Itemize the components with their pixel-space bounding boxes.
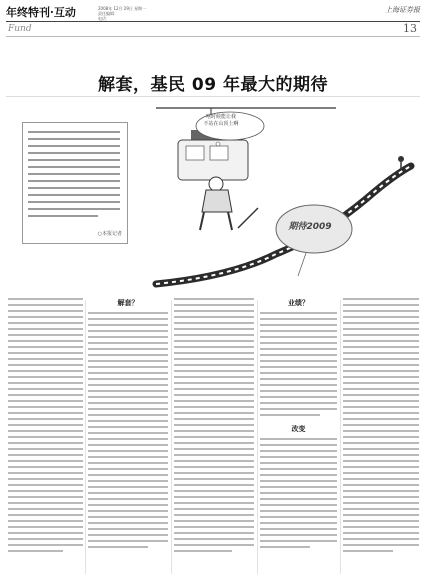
column-5 [343,298,419,556]
speech-line: 啥时候能让我 [205,114,236,120]
page-number: 13 [403,22,417,35]
subhead-3: 改变 [291,425,306,433]
column-1 [8,298,83,556]
intro-box [22,122,128,244]
speech-line: 不站在山顶上啊 [203,121,239,127]
intro-byline: ○本报记者 [97,231,122,237]
balloon-label: 期待2009 [288,222,332,232]
meta-line: 电话： [98,16,110,21]
speech-bubble [196,114,246,128]
meta-line: 责任编辑： [98,11,118,16]
paper-logo: 上海证券报 [385,6,420,14]
meta-line: 2008年 12月 29日 星期一 [98,6,147,11]
subheader-rule [6,36,420,37]
subhead-1: 解套？ [117,299,139,307]
column-3 [174,298,254,556]
header-meta [98,6,308,21]
column-4 [260,298,337,552]
column-2 [88,298,168,552]
subhead-2: 业绩？ [288,299,309,307]
header-rule [6,21,420,22]
section-label: Fund [8,24,32,34]
headline: 解套，基民 09 年最大的期待 [98,75,328,95]
headline-rule [6,96,420,97]
masthead [6,4,420,20]
section-title: 年终特刊·互动 [6,6,76,19]
